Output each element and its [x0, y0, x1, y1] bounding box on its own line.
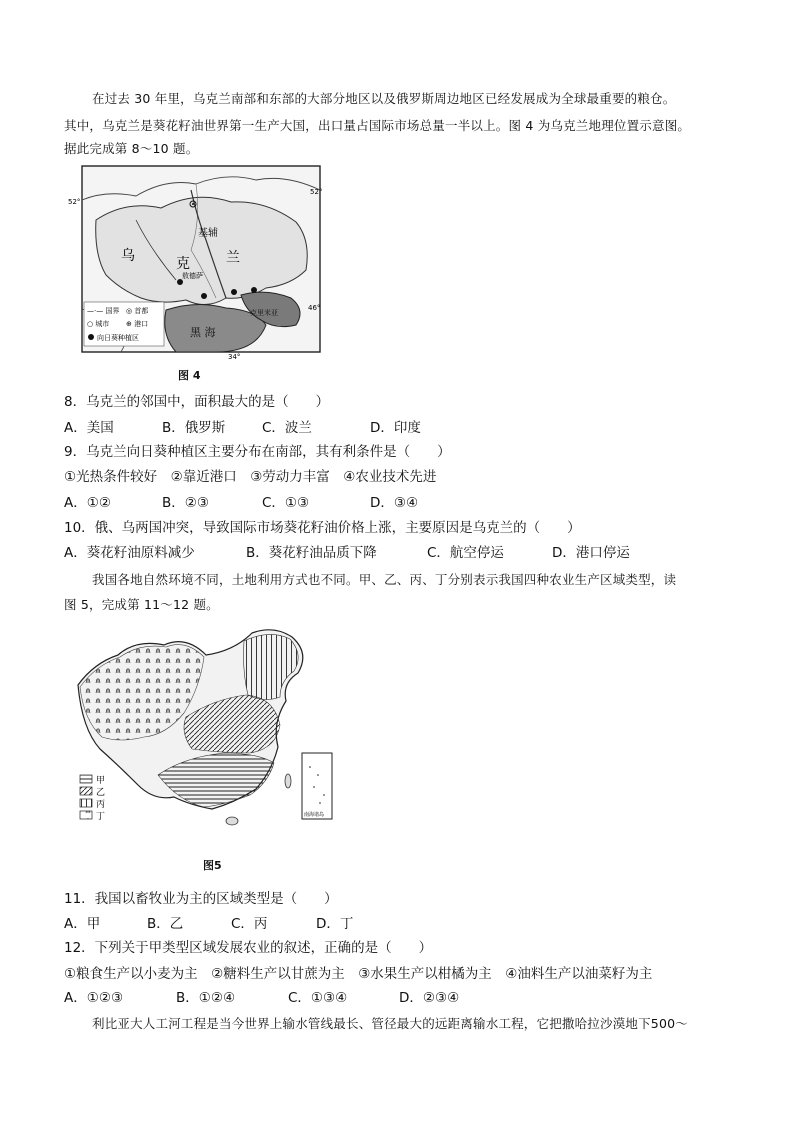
legend-item: ⊕ 港口: [126, 320, 149, 328]
q8-option-d[interactable]: D．印度: [370, 420, 421, 436]
intro3-line-1: 利比亚大人工河工程是当今世界上输水管线最长、管径最大的远距离输水工程，它把撒哈拉沙漠地下500～: [92, 1016, 688, 1031]
lat-label-left: 52°: [68, 198, 81, 206]
q9-option-b[interactable]: B．②③: [162, 495, 209, 511]
question-12-items: ①粮食生产以小麦为主 ②糖料生产以甘蔗为主 ③水果生产以柑橘为主 ④油料生产以油菜籽为主: [64, 966, 653, 982]
ukraine-label-3: 兰: [226, 250, 240, 266]
q10-option-b[interactable]: B．葵花籽油品质下降: [246, 545, 377, 561]
figure-4-caption: 图 4: [178, 369, 201, 382]
south-china-sea-inset: [302, 753, 332, 819]
legend-swatch-ding: [80, 811, 92, 819]
question-8-stem: 8．乌克兰的邻国中，面积最大的是（ ）: [64, 394, 330, 410]
crimea-label: 克里米亚: [250, 309, 278, 317]
legend-label-yi: 乙: [96, 788, 106, 798]
intro-paragraph-line-2: 其中，乌克兰是葵花籽油世界第一生产大国，出口量占国际市场总量一半以上。图 4 为乌克兰地理位置示意图。: [64, 118, 691, 133]
figure-5-caption: 图5: [203, 859, 222, 872]
question-9-items: ①光热条件较好 ②靠近港口 ③劳动力丰富 ④农业技术先进: [64, 469, 437, 485]
legend-item: 向日葵种植区: [97, 334, 139, 342]
ukraine-label-1: 乌: [121, 248, 135, 264]
question-11-stem: 11．我国以畜牧业为主的区域类型是（ ）: [64, 891, 338, 907]
q9-option-d[interactable]: D．③④: [370, 495, 419, 511]
legend-swatch-jia: [80, 775, 92, 783]
intro-paragraph-line-1: 在过去 30 年里，乌克兰南部和东部的大部分地区以及俄罗斯周边地区已经发展成为全球最重要的粮仓。: [92, 91, 676, 106]
intro-paragraph-line-3: 据此完成第 8～10 题。: [64, 141, 199, 156]
legend-label-jia: 甲: [96, 776, 106, 786]
q12-option-d[interactable]: D．②③④: [399, 990, 460, 1006]
sunflower-icon: [88, 334, 94, 340]
intro2-line-1: 我国各地自然环境不同，土地利用方式也不同。甲、乙、丙、丁分别表示我国四种农业生产区域类型，读: [92, 572, 677, 587]
hainan-island: [226, 817, 238, 825]
q12-option-c[interactable]: C．①③④: [288, 990, 348, 1006]
q9-option-a[interactable]: A．①②: [64, 495, 111, 511]
question-9-stem: 9．乌克兰向日葵种植区主要分布在南部，其有利条件是（ ）: [64, 444, 451, 460]
q8-option-c[interactable]: C．波兰: [262, 420, 312, 436]
inset-label: 南海诸岛: [304, 812, 325, 818]
legend-label-bing: 丙: [96, 800, 106, 810]
legend-item: ◎ 首都: [126, 307, 149, 315]
lon-label-34: 34°: [228, 353, 241, 360]
legend-swatch-bing: [80, 799, 92, 807]
q11-option-a[interactable]: A．甲: [64, 916, 101, 932]
kyiv-label: 基辅: [198, 228, 218, 239]
ukraine-label-2: 克: [176, 256, 190, 272]
q10-option-a[interactable]: A．葵花籽油原料减少: [64, 545, 195, 561]
legend-item: —·— 国界: [87, 307, 120, 315]
q10-option-d[interactable]: D．港口停运: [552, 545, 630, 561]
taiwan-island: [285, 774, 291, 788]
q12-option-b[interactable]: B．①②④: [176, 990, 236, 1006]
q11-option-d[interactable]: D．丁: [316, 916, 354, 932]
legend-swatch-yi: [80, 787, 92, 795]
q11-option-b[interactable]: B．乙: [147, 916, 184, 932]
lat-label-right: 52°: [310, 188, 323, 196]
legend-label-ding: 丁: [96, 812, 106, 822]
region-bing: [244, 634, 299, 699]
q10-option-c[interactable]: C．航空停运: [427, 545, 504, 561]
intro2-line-2: 图 5，完成第 11～12 题。: [64, 597, 219, 612]
q8-option-a[interactable]: A．美国: [64, 420, 114, 436]
question-10-stem: 10．俄、乌两国冲突，导致国际市场葵花籽油价格上涨，主要原因是乌克兰的（ ）: [64, 520, 581, 536]
q12-option-a[interactable]: A．①②③: [64, 990, 124, 1006]
legend-item: ○ 城市: [87, 320, 110, 328]
black-sea-label: 黑 海: [190, 326, 216, 339]
ukraine-map-figure: [66, 160, 328, 360]
china-agriculture-map-figure: [74, 625, 336, 835]
question-12-stem: 12．下列关于甲类型区域发展农业的叙述，正确的是（ ）: [64, 940, 433, 956]
q9-option-c[interactable]: C．①③: [262, 495, 310, 511]
q11-option-c[interactable]: C．丙: [231, 916, 268, 932]
odesa-label: 敖德萨: [182, 272, 203, 280]
lat-label-46: 46°: [308, 304, 321, 312]
q8-option-b[interactable]: B．俄罗斯: [162, 420, 226, 436]
